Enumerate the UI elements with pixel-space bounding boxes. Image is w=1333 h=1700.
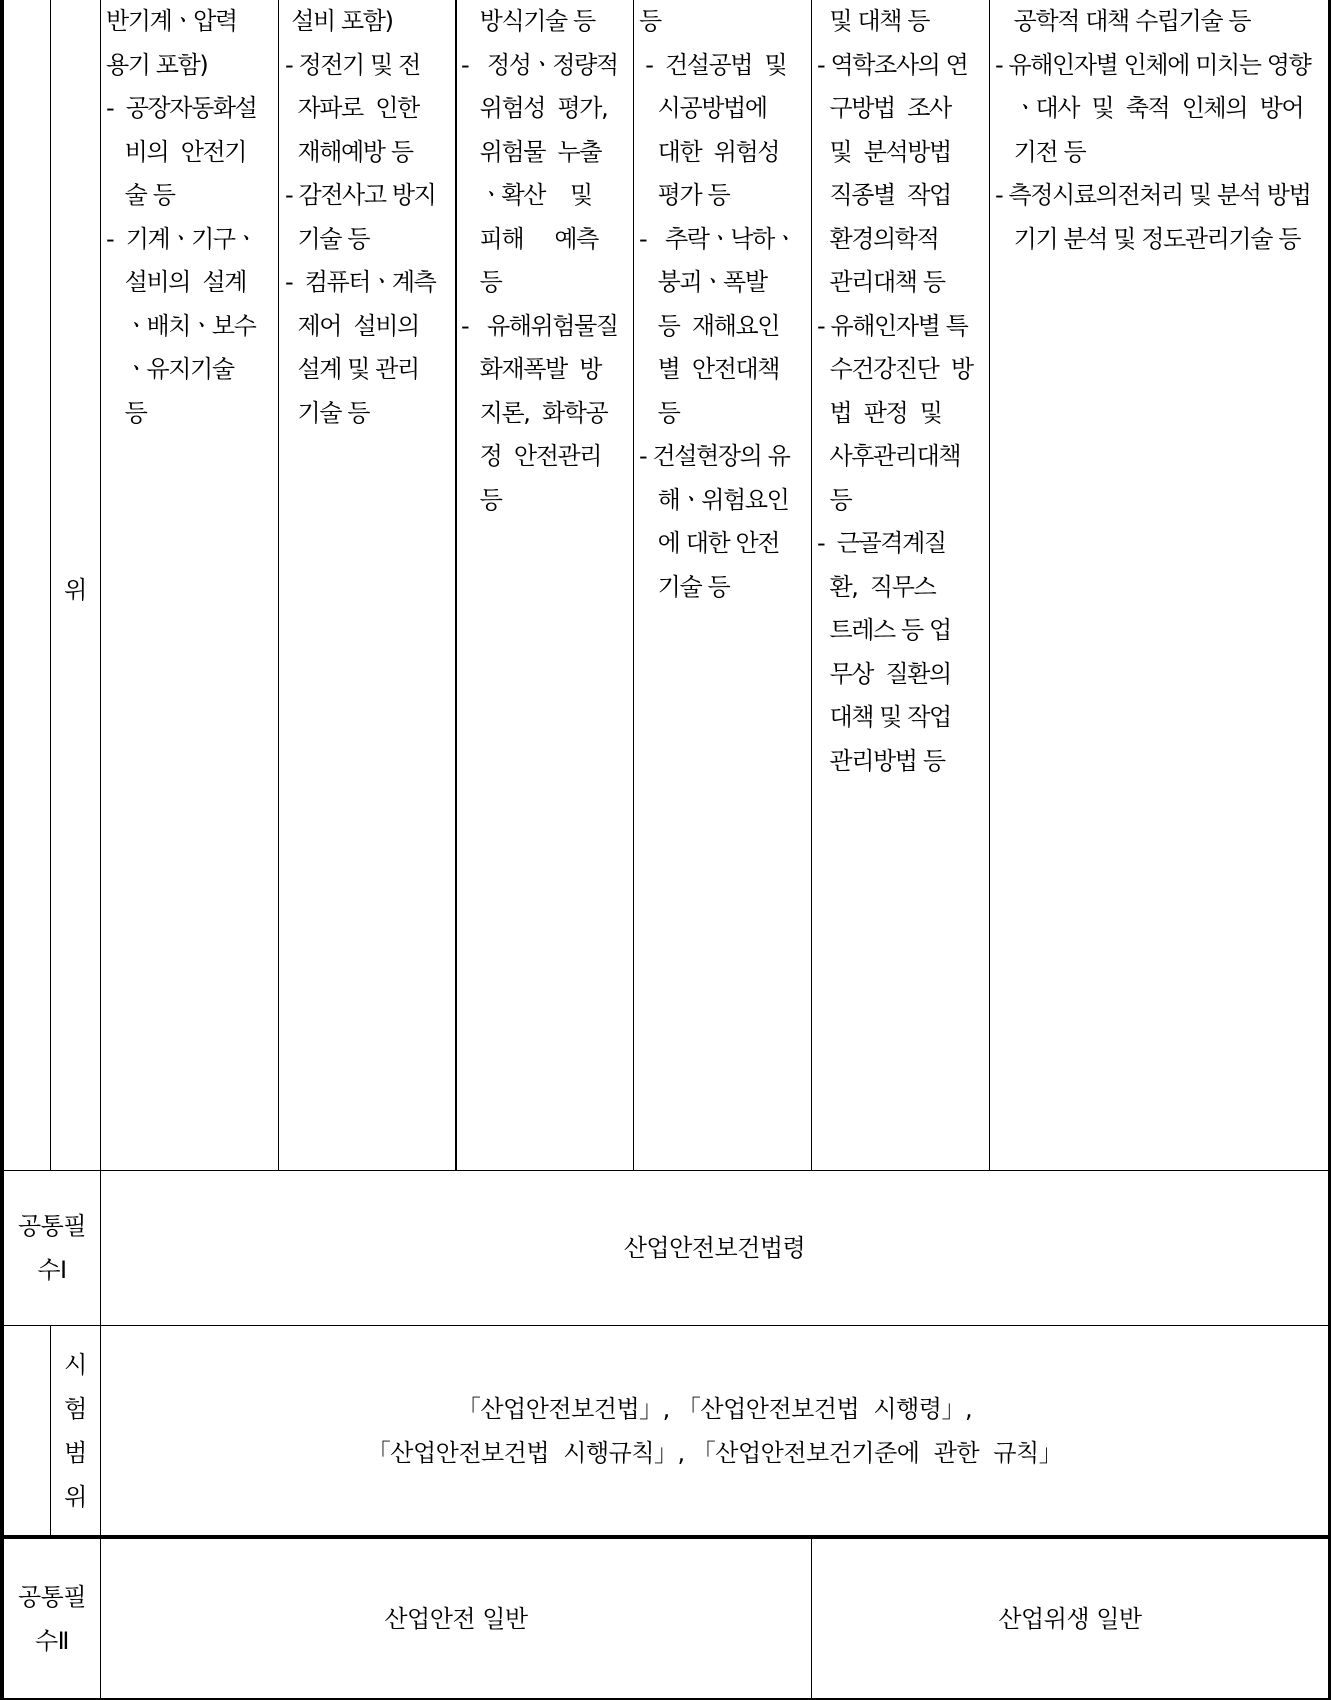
text-line: 대책 및 작업	[817, 703, 951, 731]
text-line: 기기 분석 및 정도관리기술 등	[995, 224, 1301, 253]
text-line: 관리대책 등	[817, 268, 945, 296]
text-line: 등	[461, 268, 502, 296]
text-line: 직종별 작업	[817, 181, 951, 209]
common-required-1-label	[4, 1171, 100, 1325]
text-line: 시공방법에	[639, 94, 767, 122]
column-electrical-safety	[285, 0, 453, 1168]
text-line: 대한 위험성	[639, 137, 780, 166]
text-line: 등	[817, 485, 852, 514]
text-line: 환, 직무스	[817, 572, 936, 601]
label-line: 공통필	[17, 1212, 87, 1240]
label-char: 범	[64, 1438, 87, 1467]
text-line: - 공장자동화설	[106, 94, 257, 122]
text-line: - 추락ㆍ낙하ㆍ	[639, 224, 796, 253]
text-line: 위험성 평가,	[461, 94, 608, 122]
text-line: 무상 질환의	[817, 659, 951, 688]
text-line: 방식기술 등	[461, 7, 595, 35]
label-char: 시	[64, 1350, 87, 1379]
column-divider-3	[633, 0, 634, 1170]
label-line: 공통필	[17, 1582, 87, 1611]
text-line: 설비의 설계	[106, 268, 247, 296]
text-line: - 정전기 및 전	[285, 50, 420, 79]
text-line: 별 안전대책	[639, 355, 780, 383]
label-line: 수Ⅰ	[37, 1256, 67, 1284]
text-line: 사후관리대책	[817, 442, 961, 470]
table-left-border	[0, 0, 4, 1700]
text-line: 반기계ㆍ압력	[106, 7, 237, 35]
text-line: 화재폭발 방	[461, 355, 602, 383]
text-line: - 건설공법 및	[639, 50, 787, 79]
column-divider-1	[278, 0, 279, 1170]
text-line: 수건강진단 방	[817, 355, 973, 383]
text-line: 붕괴ㆍ폭발	[639, 268, 767, 296]
text-line: 제어 설비의	[285, 311, 419, 340]
text-line: - 유해위험물질	[461, 311, 618, 340]
text-line: 평가 등	[639, 181, 730, 209]
text-line: 구방법 조사	[817, 94, 951, 122]
text-line: - 컴퓨터ㆍ계측	[285, 268, 436, 296]
text-line: 위험물 누출	[461, 137, 602, 166]
text-line: 트레스 등 업	[817, 616, 951, 644]
exam-scope-laws	[101, 1326, 1328, 1535]
column-divider-5	[989, 0, 990, 1170]
text-line: 관리방법 등	[817, 746, 945, 775]
text-line: - 측정시료의전처리 및 분석 방법	[995, 181, 1311, 209]
column-machine-safety	[106, 0, 276, 1168]
text-line: 등 재해요인	[639, 311, 780, 340]
law-line: 「산업안전보건법 시행규칙」, 「산업안전보건기준에 관한 규칙」	[366, 1438, 1063, 1467]
text-line: 에 대한 안전	[639, 529, 780, 557]
text-line: 및 대책 등	[817, 7, 930, 35]
common-required-2-left-subject: 산업안전 일반	[384, 1604, 528, 1633]
common-required-2-right-subject: 산업위생 일반	[998, 1604, 1142, 1633]
label-char: 험	[64, 1394, 87, 1423]
text-line: ㆍ유지기술	[106, 355, 234, 383]
text-line: 등	[461, 485, 502, 514]
text-line: 기술 등	[285, 224, 370, 253]
text-line: 공학적 대책 수립기술 등	[995, 7, 1251, 35]
text-line: 기전 등	[995, 137, 1086, 166]
text-line: 설비 포함)	[285, 7, 393, 35]
text-line: 비의 안전기	[106, 137, 247, 166]
text-line: 기술 등	[285, 398, 370, 427]
text-line: - 근골격계질	[817, 529, 946, 557]
text-line: 등	[639, 7, 661, 35]
column-occupational-health	[817, 0, 987, 1168]
text-line: 재해예방 등	[285, 137, 413, 166]
column-divider-4	[811, 0, 812, 1170]
text-line: 정 안전관리	[461, 442, 602, 470]
text-line: 술 등	[106, 181, 175, 209]
column-divider-2	[455, 0, 457, 1170]
text-line: - 유해인자별 특	[817, 311, 968, 340]
text-line: ㆍ확산 및	[461, 181, 592, 209]
column-construction-safety	[639, 0, 809, 1168]
text-line: - 역학조사의 연	[817, 50, 968, 79]
column-industrial-hygiene	[995, 0, 1327, 1168]
law-line: 「산업안전보건법」, 「산업안전보건법 시행령」,	[456, 1394, 973, 1423]
table-right-border	[1328, 0, 1331, 1700]
text-line: 용기 포함)	[106, 50, 208, 79]
text-line: 및 분석방법	[817, 137, 951, 166]
text-line: 등	[639, 398, 680, 427]
text-line: - 건설현장의 유	[639, 442, 790, 470]
column-chemical-safety	[461, 0, 631, 1168]
text-line: 기술 등	[639, 572, 730, 601]
text-line: 환경의학적	[817, 224, 939, 253]
exam-scope-label	[51, 1326, 100, 1535]
text-line: 지론, 화학공	[461, 398, 608, 427]
text-line: 등	[106, 398, 147, 427]
text-line: 설계 및 관리	[285, 355, 419, 383]
text-line: 법 판정 및	[817, 398, 942, 427]
common-required-1-subject: 산업안전보건법령	[623, 1234, 806, 1262]
text-line: - 유해인자별 인체에 미치는 영향	[995, 50, 1311, 79]
scope-label-tail: 위	[64, 576, 87, 604]
text-line: - 정성ㆍ정량적	[461, 50, 618, 79]
text-line: - 기계ㆍ기구ㆍ	[106, 224, 257, 253]
text-line: ㆍ배치ㆍ보수	[106, 311, 256, 340]
common-required-2-label	[4, 1539, 100, 1698]
text-line: 해ㆍ위험요인	[639, 485, 789, 514]
text-line: 자파로 인한	[285, 94, 419, 122]
text-line: - 감전사고 방지	[285, 181, 436, 209]
text-line: ㆍ대사 및 축적 인체의 방어	[995, 94, 1304, 122]
label-char: 위	[64, 1482, 87, 1511]
text-line: 피해 예측	[461, 224, 598, 253]
label-line: 수Ⅱ	[35, 1626, 69, 1655]
